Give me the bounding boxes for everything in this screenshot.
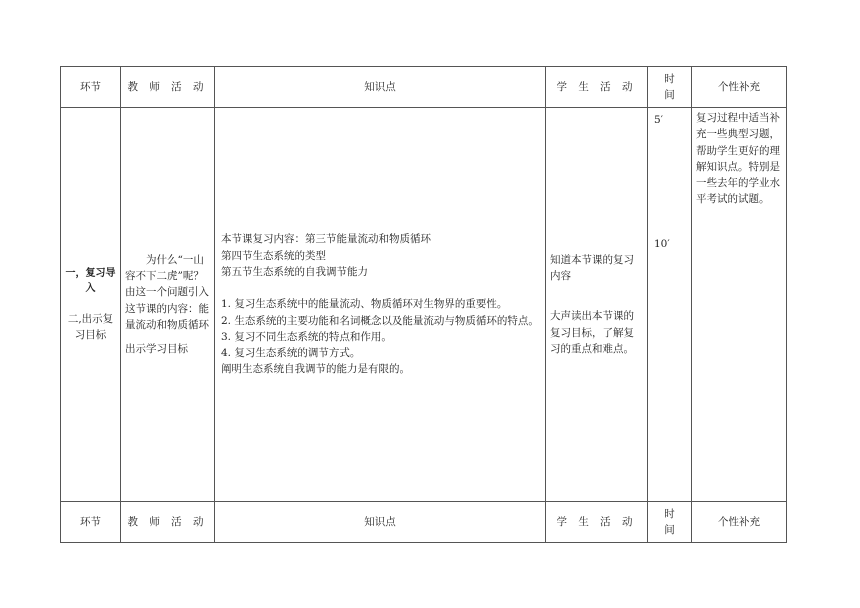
header-time (648, 67, 692, 108)
header-time-label: 时 间 (664, 73, 683, 102)
stage-cell (61, 108, 121, 502)
stage-1-label: 一，复习导入 (65, 267, 116, 295)
header-extra: 个性补充 (692, 502, 787, 543)
header-row-repeat (61, 502, 787, 543)
teacher-activity-cell (121, 108, 215, 502)
student-activity-2: 大声读出本节课的复习目标，了解复习的重点和难点。 (550, 310, 634, 355)
header-extra: 个性补充 (692, 67, 787, 108)
time-value-2: 10′ (654, 238, 670, 250)
header-teacher-activity: 教 师 活 动 (121, 502, 215, 543)
knowledge-line: 第五节生态系统的自我调节能力 (221, 265, 368, 278)
knowledge-point: 4. 复习生态系统的调节方式。 (221, 347, 361, 360)
header-stage: 环节 (61, 502, 121, 543)
extra-cell (692, 108, 787, 502)
header-teacher-activity: 教 师 活 动 (121, 67, 215, 108)
knowledge-point: 1. 复习生态系统中的能量流动、物质循环对生物界的重要性。 (221, 298, 508, 311)
header-student-activity: 学 生 活 动 (546, 502, 648, 543)
header-student-activity: 学 生 活 动 (546, 67, 648, 108)
teacher-question: 为什么“一山容不下二虎”呢？由这一个问题引入这节课的内容：能量流动和物质循环 (125, 253, 209, 331)
teacher-goal: 出示学习目标 (125, 343, 188, 356)
header-row (61, 67, 787, 108)
header-knowledge: 知识点 (215, 67, 546, 108)
extra-note: 复习过程中适当补充一些典型习题，帮助学生更好的理解知识点。特别是一些去年的学业水平考试的试题。 (696, 112, 780, 206)
student-activity-cell (546, 108, 648, 502)
student-activity-1: 知道本节课的复习内容 (550, 253, 634, 283)
knowledge-line: 本节课复习内容：第三节能量流动和物质循环 (221, 233, 431, 246)
header-time (648, 502, 692, 543)
header-knowledge: 知识点 (215, 502, 546, 543)
time-value-1: 5′ (654, 114, 664, 126)
knowledge-cell (215, 108, 546, 502)
knowledge-point: 3. 复习不同生态系统的特点和作用。 (221, 330, 392, 343)
content-row (61, 108, 787, 502)
lesson-plan-table (60, 66, 787, 543)
knowledge-line: 第四节生态系统的类型 (221, 249, 326, 262)
stage-2-label: 二,出示复习目标 (67, 312, 114, 341)
knowledge-point: 阐明生态系统自我调节的能力是有限的。 (221, 363, 410, 376)
header-stage: 环节 (61, 67, 121, 108)
knowledge-point: 2. 生态系统的主要功能和名词概念以及能量流动与物质循环的特点。 (221, 314, 539, 327)
time-cell (648, 108, 692, 502)
header-time-label: 时 间 (664, 508, 683, 537)
